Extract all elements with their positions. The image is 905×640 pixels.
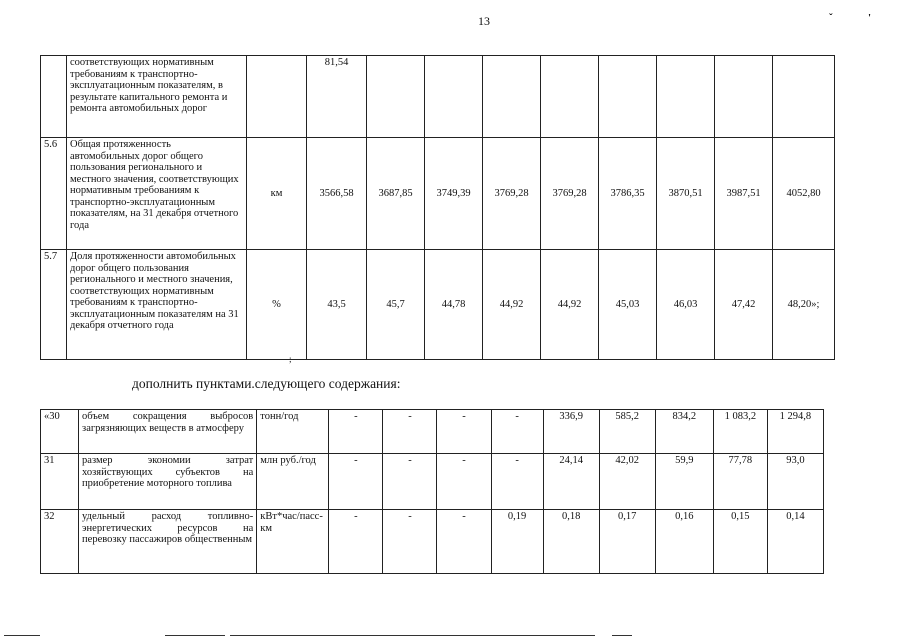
row-description: объем сокращения выбросов загрязняющих веществ в атмосферу [79,410,257,454]
value-cell: - [383,410,437,454]
value-cell: - [437,454,491,510]
value-cell: 0,19 [491,510,543,574]
corner-mark-right: ' [868,12,872,24]
page-number: 13 [478,14,490,28]
value-cell: 1 294,8 [767,410,823,454]
row-index [41,56,67,138]
value-cell: - [329,410,383,454]
value-cell: 0,15 [713,510,767,574]
value-cell: 336,9 [543,410,599,454]
value-cell: 0,16 [655,510,713,574]
row-index: 5.6 [41,138,67,250]
corner-mark-left: ˇ [829,12,833,24]
value-cell: 43,5 [307,250,367,360]
value-cell: 42,02 [599,454,655,510]
value-cell: 585,2 [599,410,655,454]
value-cell [425,56,483,138]
table-row [41,510,824,574]
separator-mark: ; [289,354,292,364]
value-cell: 81,54 [307,56,367,138]
footer-scan-line [612,635,632,636]
table-row [41,138,835,250]
value-cell: - [437,510,491,574]
row-index: 32 [41,510,79,574]
value-cell: - [491,410,543,454]
footer-scan-line [230,635,595,636]
value-cell: 44,92 [541,250,599,360]
row-index: 5.7 [41,250,67,360]
value-cell [541,56,599,138]
value-cell: 93,0 [767,454,823,510]
table-row [41,56,835,138]
row-description: размер экономии затрат хозяйствующих субъектов на приобретение моторного топлива [79,454,257,510]
value-cell: 24,14 [543,454,599,510]
row-unit: тонн/год [257,410,329,454]
value-cell: - [383,454,437,510]
table-row [41,250,835,360]
value-cell [715,56,773,138]
value-cell: 0,18 [543,510,599,574]
row-unit [247,56,307,138]
row-index: «30 [41,410,79,454]
value-cell: - [437,410,491,454]
value-cell: 3769,28 [541,138,599,250]
value-cell: 4052,80 [773,138,835,250]
value-cell: 3786,35 [599,138,657,250]
row-unit: млн руб./год [257,454,329,510]
value-cell: 47,42 [715,250,773,360]
value-cell: - [329,454,383,510]
footer-scan-line [165,635,225,636]
value-cell: - [383,510,437,574]
value-cell [599,56,657,138]
value-cell: 834,2 [655,410,713,454]
table-row [41,410,824,454]
value-cell: - [491,454,543,510]
value-cell: 44,92 [483,250,541,360]
indicators-table-continued [40,55,835,360]
row-description: удельный расход топливно-энергетических ресурсов на перевозку пассажиров общественным [79,510,257,574]
value-cell: 48,20»; [773,250,835,360]
value-cell: 0,14 [767,510,823,574]
value-cell: 59,9 [655,454,713,510]
value-cell: 46,03 [657,250,715,360]
amendment-intro-text: дополнить пунктами.следующего содержания: [132,376,401,391]
row-unit: км [247,138,307,250]
row-description: Общая протяженность автомобильных дорог общего пользования регионального и местного значения, соответствующих нормативным требованиям к транспортно-эксплуатационным показателям, на 31 декабря отчетного года [67,138,247,250]
value-cell: 3687,85 [367,138,425,250]
value-cell: 3987,51 [715,138,773,250]
table-row [41,454,824,510]
value-cell: 3769,28 [483,138,541,250]
value-cell: 3870,51 [657,138,715,250]
row-description: соответствующих нормативным требованиям к транспортно-эксплуатационным показателям, в результате капитального ремонта и ремонта автомобильных дорог [67,56,247,138]
value-cell: 77,78 [713,454,767,510]
value-cell: - [329,510,383,574]
value-cell: 45,7 [367,250,425,360]
value-cell: 3566,58 [307,138,367,250]
row-unit: кВт*час/пасс-км [257,510,329,574]
value-cell: 3749,39 [425,138,483,250]
value-cell [657,56,715,138]
value-cell: 44,78 [425,250,483,360]
value-cell [773,56,835,138]
row-unit: % [247,250,307,360]
value-cell: 1 083,2 [713,410,767,454]
footer-scan-line [4,635,40,636]
value-cell: 0,17 [599,510,655,574]
value-cell [367,56,425,138]
row-description: Доля протяженности автомобильных дорог общего пользования регионального и местного значения, соответствующих нормативным требованиям к транспортно-эксплуатационным показателям на 31 декабря отчетного года [67,250,247,360]
row-index: 31 [41,454,79,510]
value-cell [483,56,541,138]
new-indicators-table [40,409,824,574]
value-cell: 45,03 [599,250,657,360]
